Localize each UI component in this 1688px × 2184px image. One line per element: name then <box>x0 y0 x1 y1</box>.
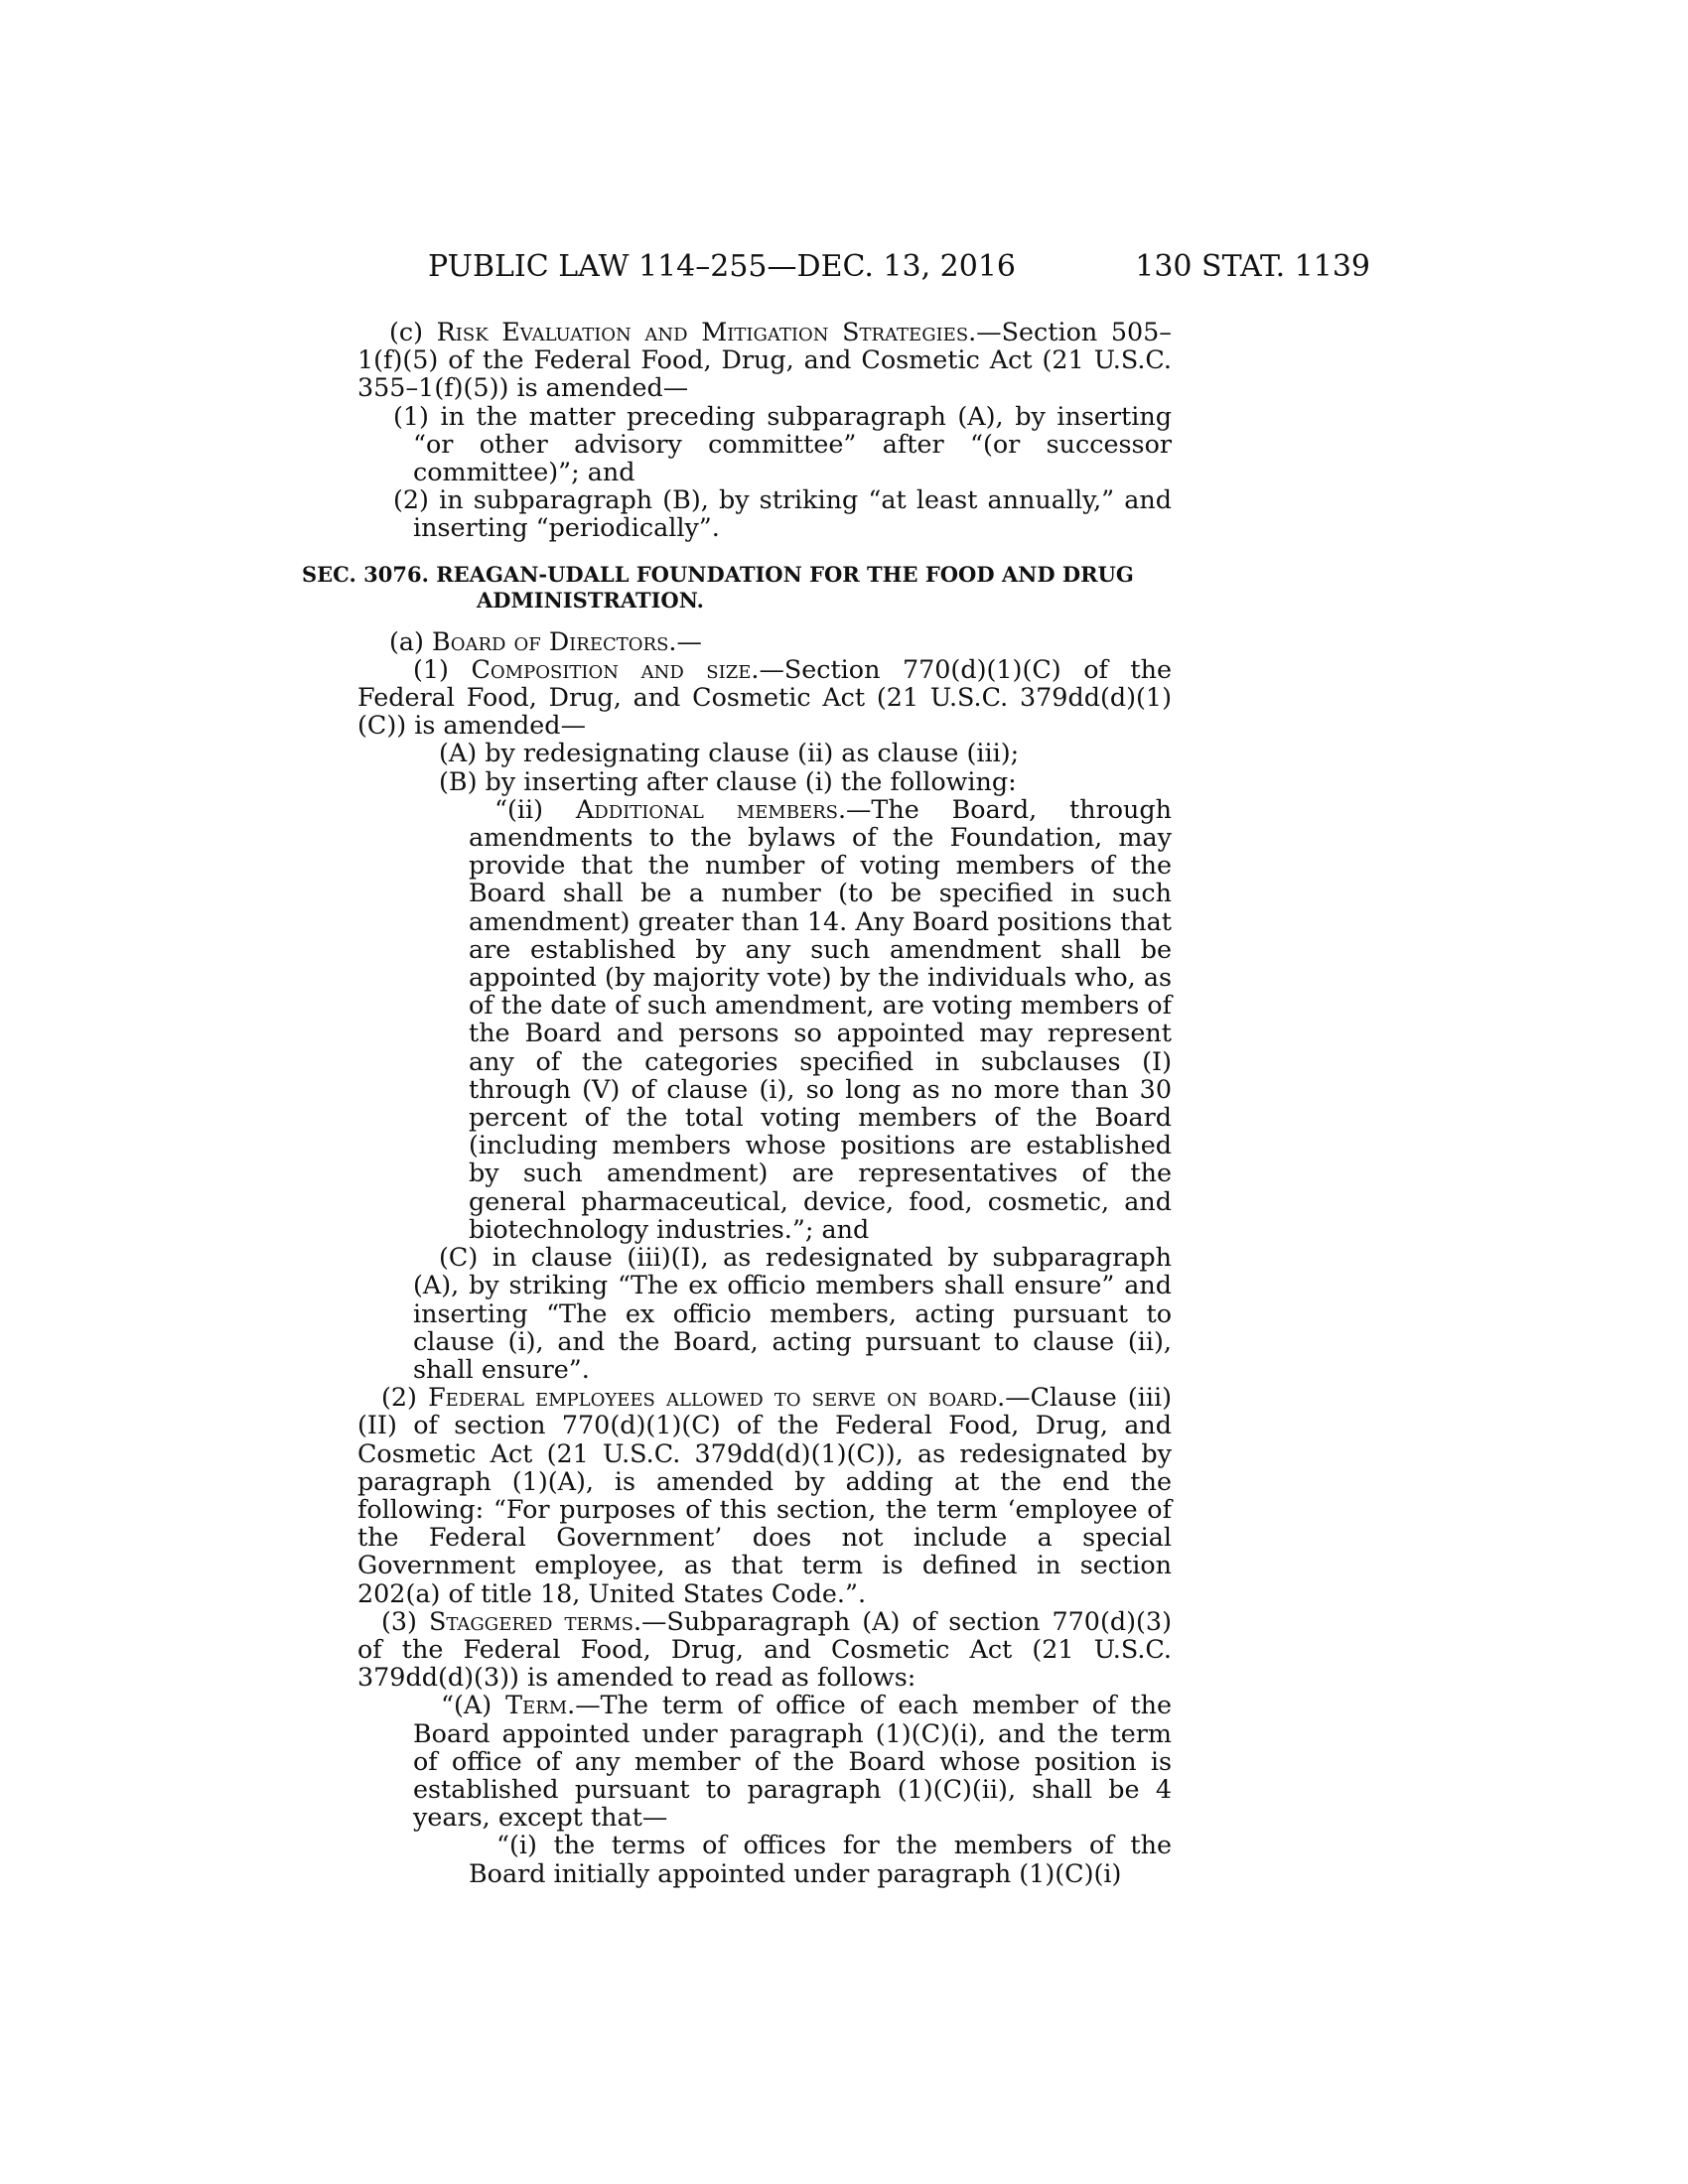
paragraph-a1-A: (A) by redesignating clause (ii) as clause (iii); <box>439 738 1020 768</box>
subsection-c-intro: (c) Risk Evaluation and Mitigation Strategies.—Section 505–1(f)(5) of the Federal Food, Drug, and Cosmetic Act (21 U.S.C. 355–1(f)(5)) is amended— <box>357 317 1173 403</box>
paragraph-a1: (1) Composition and size.—Section 770(d)(1)(C) of the Federal Food, Drug, and Cosmetic Act (21 U.S.C. 379dd(d)(1)(C)) is amended— <box>357 653 1172 741</box>
subsection-a-heading: (a) Board of Directors.— <box>389 625 702 656</box>
clause-ii-additional-members: “(ii) Additional members.—The Board, through amendments to the bylaws of the Foundation, may provide that the number of voting members of the Board shall be a number (to be specified in such amendment) greater than 14. Any Board positions that are established by any such amendment shall be appointed (by majority vote) by the individuals who, as of the date of such amendment, are voting members of the Board and persons so appointed may represent any of the categories specified in subclauses (I) through (V) of clause (i), so long as no more than 30 percent of the total voting members of the Board (including members whose positions are established by such amendment) are representatives of the general pharmaceutical, device, food, cosmetic, and biotechnology industries.”; and <box>469 793 1172 1244</box>
paragraph-a2: (2) Federal employees allowed to serve on board.—Clause (iii)(II) of section 770(d)(1)(C) of the Federal Food, Drug, and Cosmetic Act (21 U.S.C. 379dd(d)(1)(C)), as redesignated by paragraph (1)(A), is amended by adding at the end the following: “For purposes of this section, the term ‘employee of the Federal Government’ does not include a special Government employee, as that term is defined in section 202(a) of title 18, United States Code.”. <box>357 1382 1172 1608</box>
subsection-c-item-1: (1) in the matter preceding subparagraph (A), by inserting “or other advisory committee” after “(or successor committee)”; and <box>393 400 1172 487</box>
clause-i-terms: “(i) the terms of offices for the members of the Board initially appointed under paragraph (1)(C)(i) <box>469 1830 1172 1888</box>
subparagraph-A-term: “(A) Term.—The term of office of each member of the Board appointed under paragraph (1)(C)(i), and the term of office of any member of the Board whose position is established pursuant to paragraph (1)(C)(ii), shall be 4 years, except that— <box>413 1690 1173 1833</box>
subsection-c-item-2: (2) in subparagraph (B), by striking “at least annually,” and inserting “periodically”. <box>393 484 1172 543</box>
paragraph-a1-B: (B) by inserting after clause (i) the following: <box>439 765 1017 796</box>
public-law-title: PUBLIC LAW 114–255—DEC. 13, 2016 <box>428 249 1017 284</box>
section-heading: SEC. 3076. REAGAN-UDALL FOUNDATION FOR THE FOOD AND DRUG ADMINISTRATION. <box>302 561 1134 613</box>
document-body <box>302 317 1173 1888</box>
paragraph-a1-C: (C) in clause (iii)(I), as redesignated by subparagraph (A), by striking “The ex officio members shall ensure” and inserting “The ex officio members, acting pursuant to clause (i), and the Board, acting pursuant to clause (ii), shall ensure”. <box>413 1242 1172 1384</box>
paragraph-a3: (3) Staggered terms.—Subparagraph (A) of section 770(d)(3) of the Federal Food, Drug, and Cosmetic Act (21 U.S.C. 379dd(d)(3)) is amended to read as follows: <box>357 1605 1172 1693</box>
statute-citation: 130 STAT. 1139 <box>1135 249 1370 284</box>
